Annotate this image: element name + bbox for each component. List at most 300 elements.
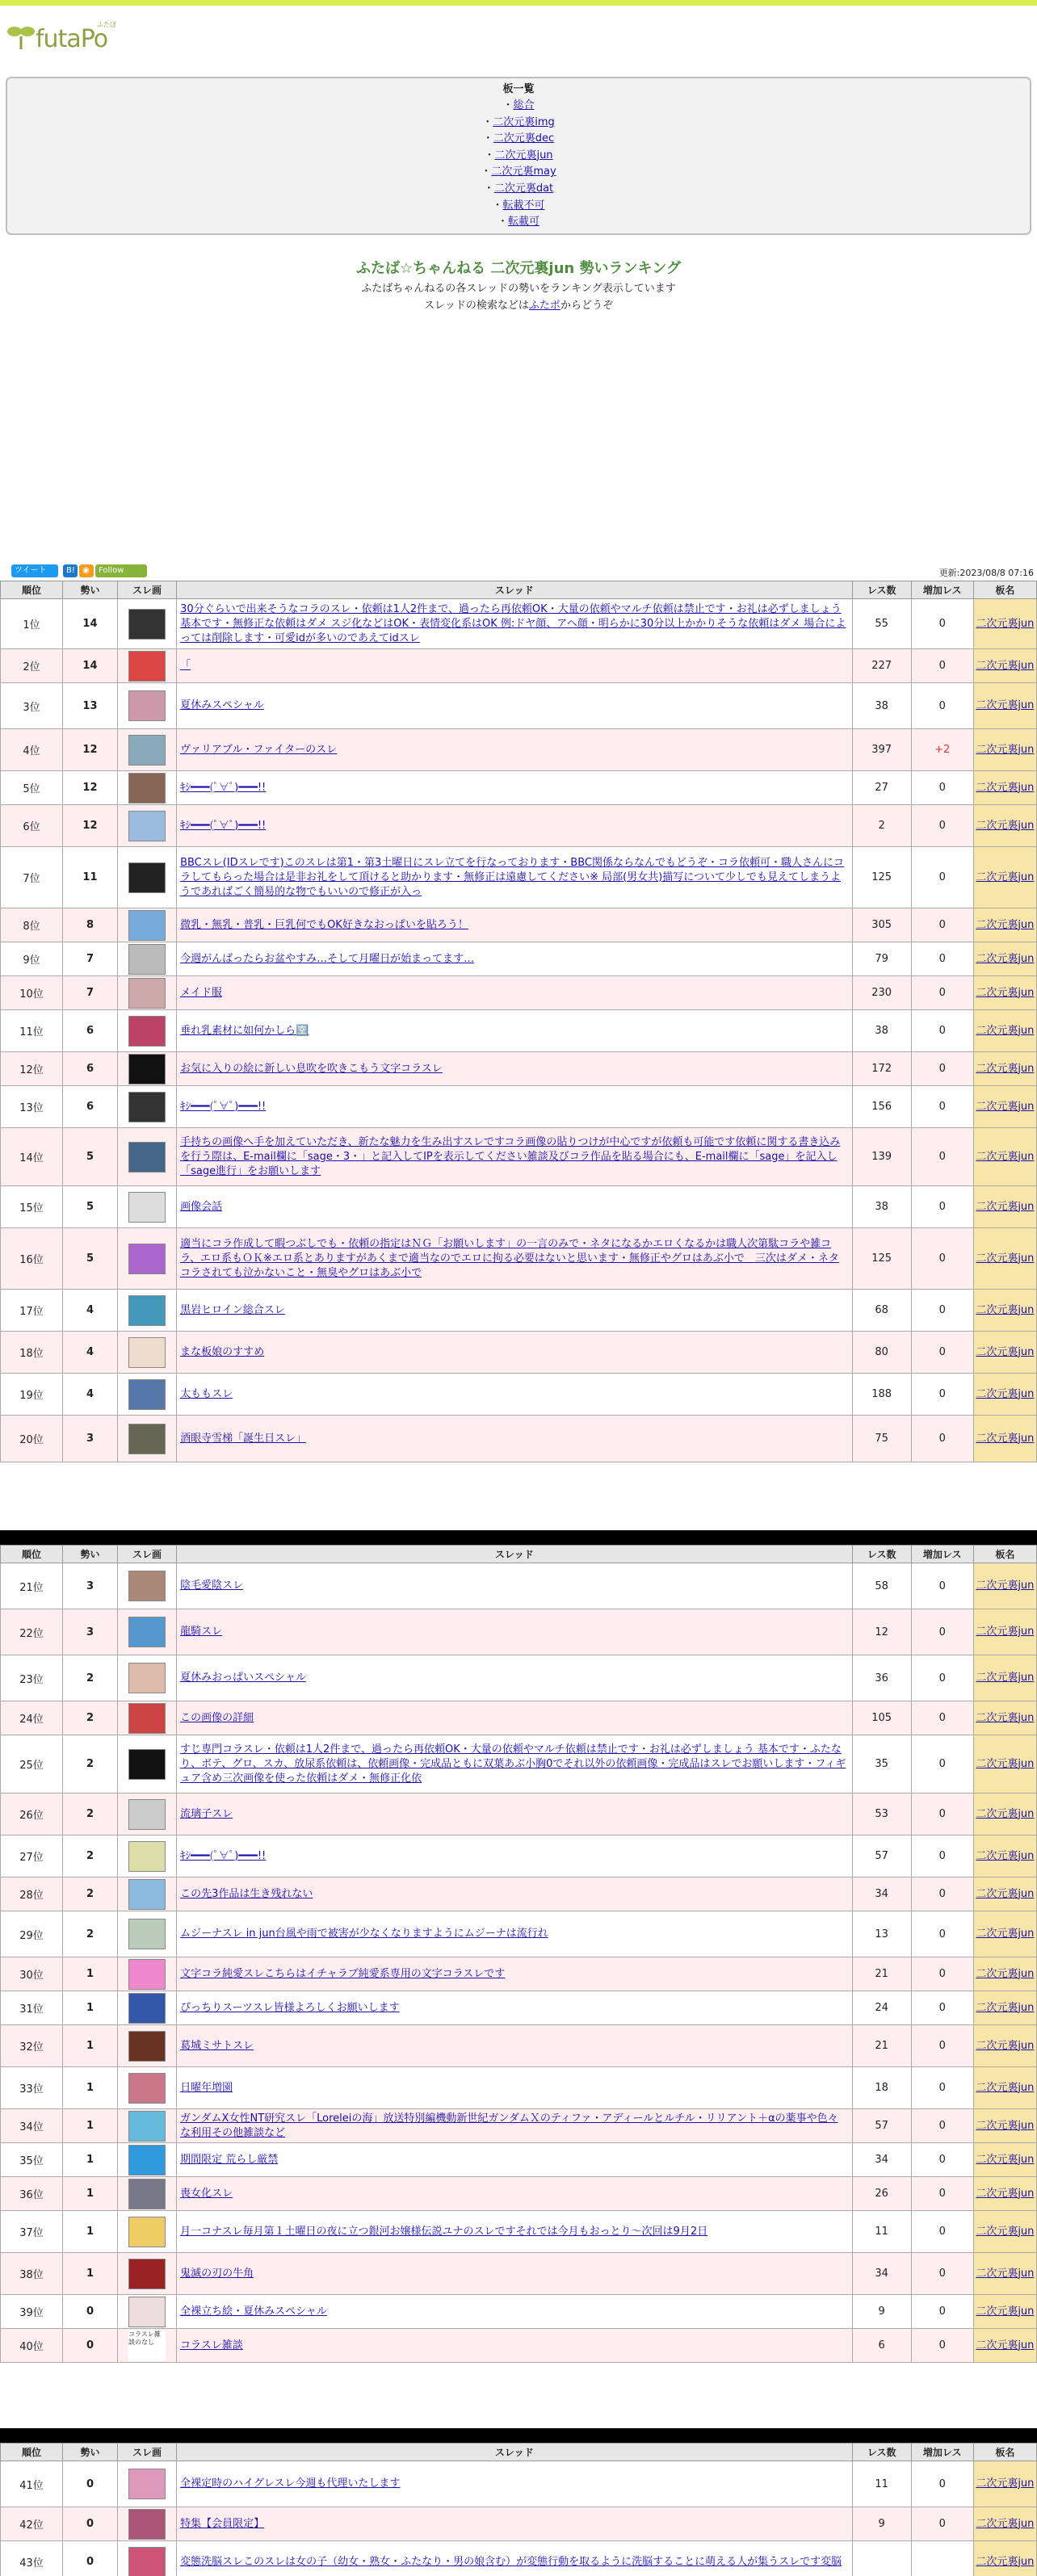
board-name-link[interactable]: 二次元裏jun [976,699,1035,711]
thread-title-link[interactable]: コラスレ雑談 [180,2339,243,2352]
thumbnail-cell[interactable] [117,1010,176,1052]
thumbnail-cell[interactable] [117,771,176,805]
board-name-link[interactable]: 二次元裏jun [976,2153,1035,2166]
thread-thumbnail[interactable] [128,1016,166,1047]
rss-icon[interactable]: ◉ [79,564,94,577]
thread-thumbnail[interactable] [128,1337,166,1368]
board-name-cell [973,1052,1036,1086]
thread-thumbnail[interactable] [128,2259,166,2289]
board-name-cell [973,1228,1036,1290]
thread-title-link[interactable]: 全裸立ち絵・夏休みスペシャル [180,2305,327,2318]
board-name-link[interactable]: 二次元裏jun [976,781,1035,794]
increase-cell: 0 [911,1186,973,1228]
thumbnail-cell[interactable] [117,2253,176,2295]
board-name-cell [973,1186,1036,1228]
thread-thumbnail[interactable] [128,1919,166,1949]
thumbnail-cell[interactable] [117,1735,176,1794]
rank-cell: 19位 [1,1374,63,1416]
board-name-link[interactable]: 二次元裏jun [976,659,1035,672]
board-name-link[interactable]: 二次元裏jun [976,2119,1035,2132]
board-name-cell [973,1128,1036,1186]
rank-cell: 23位 [1,1655,63,1701]
increase-cell: 0 [911,1701,973,1735]
column-header-inc: 増加レス [911,1546,973,1563]
increase-cell: 0 [911,942,973,976]
thumbnail-cell[interactable] [117,1836,176,1877]
board-link[interactable]: 二次元裏dat [493,182,554,195]
thread-title-cell [177,847,853,908]
thread-thumbnail[interactable] [128,2145,166,2175]
thread-title-link[interactable]: 陰毛愛陰スレ [180,1580,244,1592]
board-name-cell [973,1735,1036,1794]
thread-thumbnail[interactable] [128,1799,166,1830]
thread-thumbnail[interactable] [128,1959,166,1990]
thread-thumbnail[interactable] [128,1092,166,1122]
board-name-link[interactable]: 二次元裏jun [976,617,1035,630]
increase-cell: 0 [911,1877,973,1911]
res-count-cell: 139 [852,1128,911,1186]
thread-title-cell [177,1877,853,1911]
momentum-cell: 14 [62,599,117,649]
thread-title-cell [177,649,853,683]
board-name-link[interactable]: 二次元裏jun [976,1252,1035,1265]
thread-title-cell [177,2295,853,2329]
board-link[interactable]: 二次元裏dec [493,132,555,145]
thumbnail-cell[interactable] [117,1186,176,1228]
table-row [1,2143,1037,2177]
thread-thumbnail[interactable] [128,690,166,721]
board-name-cell [973,805,1036,847]
rank-cell: 38位 [1,2253,63,2295]
res-count-cell: 38 [852,1186,911,1228]
thread-thumbnail[interactable] [128,609,166,640]
momentum-cell: 4 [62,1374,117,1416]
thumbnail-cell[interactable] [117,1228,176,1290]
follow-button[interactable]: Follow [95,564,147,577]
thumbnail-cell[interactable] [117,976,176,1010]
thumbnail-cell[interactable] [117,1416,176,1462]
board-name-cell [973,847,1036,908]
thread-thumbnail[interactable] [128,1841,166,1872]
rank-cell: 27位 [1,1836,63,1877]
thread-title-link[interactable]: 全裸定時のハイグレスレ今週も代理いたします [180,2477,401,2490]
thread-thumbnail[interactable]: コラスレ雑談のなし [128,2331,166,2361]
board-name-link[interactable]: 二次元裏jun [976,2225,1035,2238]
board-list-item: ・転載不可 [492,199,545,212]
futapo-logo[interactable] [6,19,120,54]
thumbnail-cell[interactable] [117,2507,176,2541]
thread-thumbnail[interactable] [128,1244,166,1274]
thread-thumbnail[interactable] [128,978,166,1009]
thread-title-link[interactable]: 特集【会員限定】 [180,2517,265,2530]
momentum-cell: 2 [62,1836,117,1877]
thread-title-link[interactable]: ムジーナスレ in jun台風や雨で被害が少なくなりますようにムジーナは流行れ [180,1928,548,1940]
thread-thumbnail[interactable] [128,1993,166,2024]
thread-title-link[interactable]: 適当にコラ作成して暇つぶしでも・依頼の指定はＮＧ「お願いします」の一言のみで・ネタになるかエロくなるかは職人次第駄コラや雑コラ、エロ系もＯＫ※エロ系とありますがあくまで適当なのでエロに拘る必要はないと思います・無修正やグロはあぶ小で 三次はダメ・ネタコラされても泣かないこと・無臭やグロはあぶ小で [180,1237,839,1279]
thread-thumbnail[interactable] [128,735,166,766]
thumbnail-cell[interactable] [117,847,176,908]
board-name-link[interactable]: 二次元裏jun [976,1626,1035,1638]
search-hint [0,297,1037,314]
thumbnail-cell[interactable] [117,1609,176,1655]
thread-title-link[interactable]: すじ専門コラスレ・依頼は1人2件まで、過ったら再依頼OK・大量の依頼やマルチ依頼は禁止です・お礼は必ずしましょう 基本です・ふたなり、ボテ、グロ、スカ、放尿系依頼は、依頼画像・完成品ともに双葉あぶ小胸0でそれ以外の依頼画像・完成品はスレでお願いします・フィギュア含め三次画像を使った依頼はダメ・無修正化依 [180,1743,846,1785]
res-count-cell: 13 [852,1911,911,1957]
thread-thumbnail[interactable] [128,1571,166,1601]
rank-cell: 36位 [1,2177,63,2211]
thread-title-cell [177,2329,853,2363]
board-link[interactable]: 総合 [513,99,535,111]
column-header-res: レス数 [852,1546,911,1563]
board-name-link[interactable]: 二次元裏jun [976,1345,1035,1358]
ranking-table [0,581,1037,1462]
res-count-cell: 34 [852,2253,911,2295]
thumbnail-cell[interactable] [117,805,176,847]
thread-title-link[interactable]: まな板娘のすすめ [180,1345,265,1358]
board-name-link[interactable]: 二次元裏jun [976,2305,1035,2318]
thumbnail-cell[interactable] [117,1290,176,1332]
thread-thumbnail[interactable] [128,862,166,893]
thread-title-cell [177,1010,853,1052]
board-name-link[interactable]: 二次元裏jun [976,2339,1035,2352]
thread-thumbnail[interactable] [128,1424,166,1454]
increase-cell: 0 [911,1374,973,1416]
column-header-board: 板名 [973,581,1036,599]
table-row [1,2507,1037,2541]
increase-cell: 0 [911,771,973,805]
res-count-cell: 188 [852,1374,911,1416]
table-header-row [1,1546,1037,1563]
board-link[interactable]: 転載可 [508,216,540,229]
thread-thumbnail[interactable] [128,2297,166,2327]
thread-title-link[interactable]: ヴァリアブル・ファイターのスレ [180,743,338,756]
thumbnail-cell[interactable] [117,2177,176,2211]
momentum-cell: 1 [62,2253,117,2295]
board-name-link[interactable]: 二次元裏jun [976,1711,1035,1724]
thread-title-link[interactable]: 文字コラ純愛スレこちらはイチャラブ純愛系専用の文字コラスレです [180,1967,506,1980]
board-name-cell [973,942,1036,976]
momentum-cell: 13 [62,683,117,729]
thumbnail-cell[interactable] [117,649,176,683]
thread-thumbnail[interactable] [128,2179,166,2209]
increase-cell: 0 [911,1794,973,1836]
table-row [1,1877,1037,1911]
board-name-link[interactable]: 二次元裏jun [976,2267,1035,2280]
increase-cell: 0 [911,1836,973,1877]
board-name-link[interactable]: 二次元裏jun [976,1062,1035,1075]
rank-cell: 20位 [1,1416,63,1462]
thread-title-link[interactable]: 「 [180,659,191,672]
thread-title-cell [177,599,853,649]
board-name-link[interactable]: 二次元裏jun [976,1849,1035,1862]
board-name-link[interactable]: 二次元裏jun [976,1580,1035,1592]
table-row [1,1991,1037,2025]
thread-thumbnail[interactable] [128,2111,166,2142]
board-link[interactable]: 転載不可 [502,199,545,212]
column-header-board: 板名 [973,1546,1036,1563]
board-list-panel [6,77,1031,235]
thumbnail-cell[interactable] [117,599,176,649]
res-count-cell: 21 [852,2025,911,2067]
thread-title-cell [177,976,853,1010]
board-list-item: ・二次元裏jun [484,149,553,162]
thread-title-cell [177,805,853,847]
board-name-link[interactable]: 二次元裏jun [976,1200,1035,1213]
search-hint-post: からどうぞ [560,300,613,312]
thumbnail-cell[interactable] [117,2109,176,2143]
thumbnail-cell[interactable] [117,1052,176,1086]
thread-title-link[interactable]: 夏休みスペシャル [180,699,264,711]
board-name-link[interactable]: 二次元裏jun [976,1432,1035,1445]
board-name-link[interactable]: 二次元裏jun [976,1887,1035,1900]
thread-title-cell [177,1128,853,1186]
thread-title-link[interactable]: 今週がんばったらお盆やすみ…そして月曜日が始まってます… [180,952,475,965]
thread-title-link[interactable]: ｷｼ━━━(ﾟ∀ﾟ)━━━!! [180,781,267,794]
thumbnail-cell[interactable] [117,1911,176,1957]
board-name-cell [973,1563,1036,1609]
increase-cell: 0 [911,1010,973,1052]
thread-title-link[interactable]: この画像の詳細 [180,1711,254,1724]
momentum-cell: 8 [62,908,117,942]
thread-thumbnail[interactable] [128,811,166,841]
board-name-link[interactable]: 二次元裏jun [976,1024,1035,1037]
increase-cell: 0 [911,1086,973,1128]
thread-title-link[interactable]: 期間限定 荒らし厳禁 [180,2153,279,2166]
thread-thumbnail[interactable] [128,1295,166,1326]
momentum-cell: 14 [62,649,117,683]
board-name-link[interactable]: 二次元裏jun [976,1672,1035,1684]
board-name-link[interactable]: 二次元裏jun [976,2081,1035,2094]
thread-title-link[interactable]: 夏休みおっぱいスペシャル [180,1672,306,1684]
board-name-link[interactable]: 二次元裏jun [976,1303,1035,1316]
thread-thumbnail[interactable] [128,2031,166,2062]
thread-title-link[interactable]: 変態洗脳スレこのスレは女の子（幼女・熟女・ふたなり・男の娘含む）が変態行動を取るように洗脳することに萌える人が集うスレです変脳 [180,2555,842,2568]
thumbnail-cell[interactable] [117,908,176,942]
thread-thumbnail[interactable] [128,944,166,975]
thread-thumbnail[interactable] [128,2073,166,2104]
thumbnail-cell[interactable] [117,2329,176,2363]
board-name-link[interactable]: 二次元裏jun [976,1928,1035,1940]
thumbnail-cell[interactable] [117,1655,176,1701]
increase-cell: 0 [911,599,973,649]
thread-thumbnail[interactable] [128,1749,166,1780]
thumbnail-cell[interactable] [117,729,176,771]
thread-thumbnail[interactable] [128,2217,166,2247]
board-name-link[interactable]: 二次元裏jun [976,2187,1035,2200]
thumbnail-cell[interactable] [117,2461,176,2507]
thread-title-link[interactable]: 黒岩ヒロイン総合スレ [180,1303,285,1316]
momentum-cell: 7 [62,976,117,1010]
thread-thumbnail[interactable] [128,2509,166,2540]
thumbnail-cell[interactable] [117,1701,176,1735]
thread-title-link[interactable]: ぴっちりスーツスレ皆様よろしくお願いします [180,2001,400,2014]
thread-title-link[interactable]: BBCスレ(IDスレです)このスレは第1・第3土曜日にスレ立てを行なっております・BBC関係ならなんでもどうぞ・コラ依頼可・職人さんにコラしてもらった場合は是非お礼をして頂けると助かります・無修正は遠慮してください※ 局部(男女共)描写について少しでも見えてしまうようであればごく簡易的な物でもいいので修正が入っ [180,856,844,898]
thread-title-link[interactable]: 酒眼寺雪梯「誕生日スレ」 [180,1432,307,1445]
thread-title-link[interactable]: 喪女化スレ [180,2187,233,2200]
thumbnail-cell[interactable] [117,1128,176,1186]
board-name-cell [973,2541,1036,2576]
momentum-cell: 2 [62,1911,117,1957]
rank-cell: 25位 [1,1735,63,1794]
thread-thumbnail[interactable] [128,910,166,941]
thread-thumbnail[interactable] [128,1663,166,1693]
thread-thumbnail[interactable] [128,1617,166,1647]
thumbnail-cell[interactable] [117,1991,176,2025]
thumbnail-cell[interactable] [117,2541,176,2576]
board-name-cell [973,729,1036,771]
thread-title-link[interactable]: 垂れ乳素材に如何かしら🈳 [180,1024,309,1037]
table-row [1,1374,1037,1416]
thread-title-link[interactable]: ｷｼ━━━(ﾟ∀ﾟ)━━━!! [180,1100,267,1113]
thread-thumbnail[interactable] [128,2547,166,2576]
thread-thumbnail[interactable] [128,1054,166,1085]
board-name-link[interactable]: 二次元裏jun [976,918,1035,931]
increase-cell: 0 [911,1128,973,1186]
board-name-link[interactable]: 二次元裏jun [976,1967,1035,1980]
increase-cell: 0 [911,2295,973,2329]
board-name-link[interactable]: 二次元裏jun [976,2477,1035,2490]
thread-title-link[interactable]: 龍騎スレ [180,1626,223,1638]
board-name-link[interactable]: 二次元裏jun [976,2517,1035,2530]
thumbnail-cell[interactable] [117,1957,176,1991]
thread-thumbnail[interactable] [128,1879,166,1910]
board-name-link[interactable]: 二次元裏jun [976,1150,1035,1163]
thumbnail-cell[interactable] [117,942,176,976]
thread-title-link[interactable]: 葛城ミサトスレ [180,2039,254,2052]
board-name-link[interactable]: 二次元裏jun [976,2555,1035,2568]
table-row [1,2211,1037,2253]
increase-cell: 0 [911,1563,973,1609]
momentum-cell: 12 [62,805,117,847]
tweet-button[interactable]: ツイート [11,564,58,577]
thread-title-link[interactable]: ｷｼ━━━(ﾟ∀ﾟ)━━━!! [180,819,267,832]
increase-cell: 0 [911,976,973,1010]
momentum-cell: 6 [62,1086,117,1128]
board-list-item: ・二次元裏img [482,115,555,128]
board-name-link[interactable]: 二次元裏jun [976,986,1035,999]
thread-title-cell [177,1416,853,1462]
increase-cell: 0 [911,2253,973,2295]
thread-title-link[interactable]: 30分ぐらいで出来そうなコラのスレ・依頼は1人2件まで、過ったら再依頼OK・大量の依頼やマルチ依頼は禁止です・お礼は必ずしましょう 基本です・無修正な依頼はダメ スジ化などはOK・表情変化系はOK 例:ドヤ顔、アヘ顔・明らかに30分以上かかりそうな依頼はダメ 場合によっては削除します・可愛idが多いのであえてidスレ [180,602,846,644]
res-count-cell: 36 [852,1655,911,1701]
board-name-link[interactable]: 二次元裏jun [976,1757,1035,1770]
board-name-link[interactable]: 二次元裏jun [976,1387,1035,1400]
board-name-cell [973,2177,1036,2211]
res-count-cell: 305 [852,908,911,942]
board-name-link[interactable]: 二次元裏jun [976,743,1035,756]
column-header-res: レス数 [852,581,911,599]
increase-cell: 0 [911,1957,973,1991]
board-name-cell [973,1701,1036,1735]
thread-title-link[interactable]: 流璃子スレ [180,1807,233,1820]
rank-cell: 8位 [1,908,63,942]
res-count-cell: 18 [852,2067,911,2109]
thread-title-link[interactable]: 日曜年増園 [180,2081,233,2094]
res-count-cell: 35 [852,1735,911,1794]
thread-title-link[interactable]: メイド服 [180,986,222,999]
res-count-cell: 9 [852,2507,911,2541]
thread-title-link[interactable]: 鬼滅の刃の牛角 [180,2267,254,2280]
increase-cell: 0 [911,1416,973,1462]
board-name-link[interactable]: 二次元裏jun [976,2039,1035,2052]
thread-title-cell [177,2109,853,2143]
thread-title-cell [177,2067,853,2109]
board-list-item: ・総合 [502,99,535,111]
hatena-bookmark-icon[interactable]: B! [63,564,78,577]
column-header-inc: 増加レス [911,581,973,599]
board-name-link[interactable]: 二次元裏jun [976,1807,1035,1820]
thread-title-cell [177,1052,853,1086]
thread-title-link[interactable]: ｷｼ━━━(ﾟ∀ﾟ)━━━!! [180,1849,267,1862]
thread-thumbnail[interactable] [128,651,166,682]
board-name-cell [973,2143,1036,2177]
rank-cell: 40位 [1,2329,63,2363]
column-header-inc: 増加レス [911,2444,973,2461]
board-name-link[interactable]: 二次元裏jun [976,2001,1035,2014]
thread-thumbnail[interactable] [128,2469,166,2499]
thumbnail-cell[interactable] [117,2025,176,2067]
thread-title-link[interactable]: この先3作品は生き残れない [180,1887,313,1900]
thumbnail-cell[interactable] [117,1794,176,1836]
column-header-momentum: 勢い [62,1546,117,1563]
thumbnail-cell[interactable] [117,2143,176,2177]
thread-thumbnail[interactable] [128,1379,166,1410]
board-link[interactable]: 二次元裏img [493,115,555,128]
momentum-cell: 5 [62,1128,117,1186]
res-count-cell: 80 [852,1332,911,1374]
futapo-link[interactable]: ふたポ [528,300,560,312]
thread-title-link[interactable]: 微乳・無乳・普乳・巨乳何でもOK好きなおっぱいを貼ろう！ [180,918,468,931]
thumbnail-cell[interactable] [117,1374,176,1416]
table-row [1,1911,1037,1957]
thumbnail-cell[interactable] [117,1332,176,1374]
board-name-link[interactable]: 二次元裏jun [976,819,1035,832]
board-name-link[interactable]: 二次元裏jun [976,871,1035,883]
thread-title-link[interactable]: 太ももスレ [180,1387,233,1400]
thread-title-link[interactable]: 手持ちの画像へ手を加えていただき、新たな魅力を生み出すスレですコラ画像の貼りつけが中心ですが依頼も可能です依頼に関する書き込みを行う際は、E-mail欄に「sage・3・」と記入してIPを表示してください雑談及びコラ作品を貼る場合にも、E-mail欄に「sage」を記入し「sage進行」をお願いします [180,1135,841,1177]
thread-thumbnail[interactable] [128,773,166,803]
increase-cell: 0 [911,2067,973,2109]
thread-title-cell [177,1332,853,1374]
thumbnail-cell[interactable] [117,1877,176,1911]
board-link[interactable]: 二次元裏may [491,166,556,178]
rank-cell: 43位 [1,2541,63,2576]
res-count-cell: 58 [852,1563,911,1609]
thumbnail-cell[interactable] [117,2067,176,2109]
thumbnail-cell[interactable] [117,1563,176,1609]
thread-thumbnail[interactable] [128,1703,166,1734]
thread-title-link[interactable]: ガンダムX女性NT研究スレ「Loreleiの海」放送特別編機動新世紀ガンダムＸのティファ・アディールとルチル・リリアント＋αの薬事や色々な利用その他雑談など [180,2112,838,2139]
momentum-cell: 4 [62,1290,117,1332]
board-name-link[interactable]: 二次元裏jun [976,1100,1035,1113]
board-name-cell [973,1010,1036,1052]
thread-title-link[interactable]: 画像会話 [180,1200,223,1213]
momentum-cell: 0 [62,2329,117,2363]
thread-title-link[interactable]: お気に入りの絵に新しい息吹を吹きこもう文字コラスレ [180,1062,443,1075]
thread-thumbnail[interactable] [128,1142,166,1173]
rank-cell: 33位 [1,2067,63,2109]
board-name-link[interactable]: 二次元裏jun [976,952,1035,965]
thread-thumbnail[interactable] [128,1192,166,1223]
column-header-rank: 順位 [1,581,63,599]
board-name-cell [973,2461,1036,2507]
thumbnail-cell[interactable] [117,2295,176,2329]
thread-title-cell [177,729,853,771]
thumbnail-cell[interactable] [117,683,176,729]
thumbnail-cell[interactable] [117,1086,176,1128]
thumbnail-cell[interactable] [117,2211,176,2253]
thread-title-link[interactable]: 月一コナスレ毎月第１土曜日の夜に立つ銀河お嬢様伝説ユナのスレですそれでは今月もおっとり〜次回は9月2日 [180,2225,708,2238]
table-row [1,1957,1037,1991]
